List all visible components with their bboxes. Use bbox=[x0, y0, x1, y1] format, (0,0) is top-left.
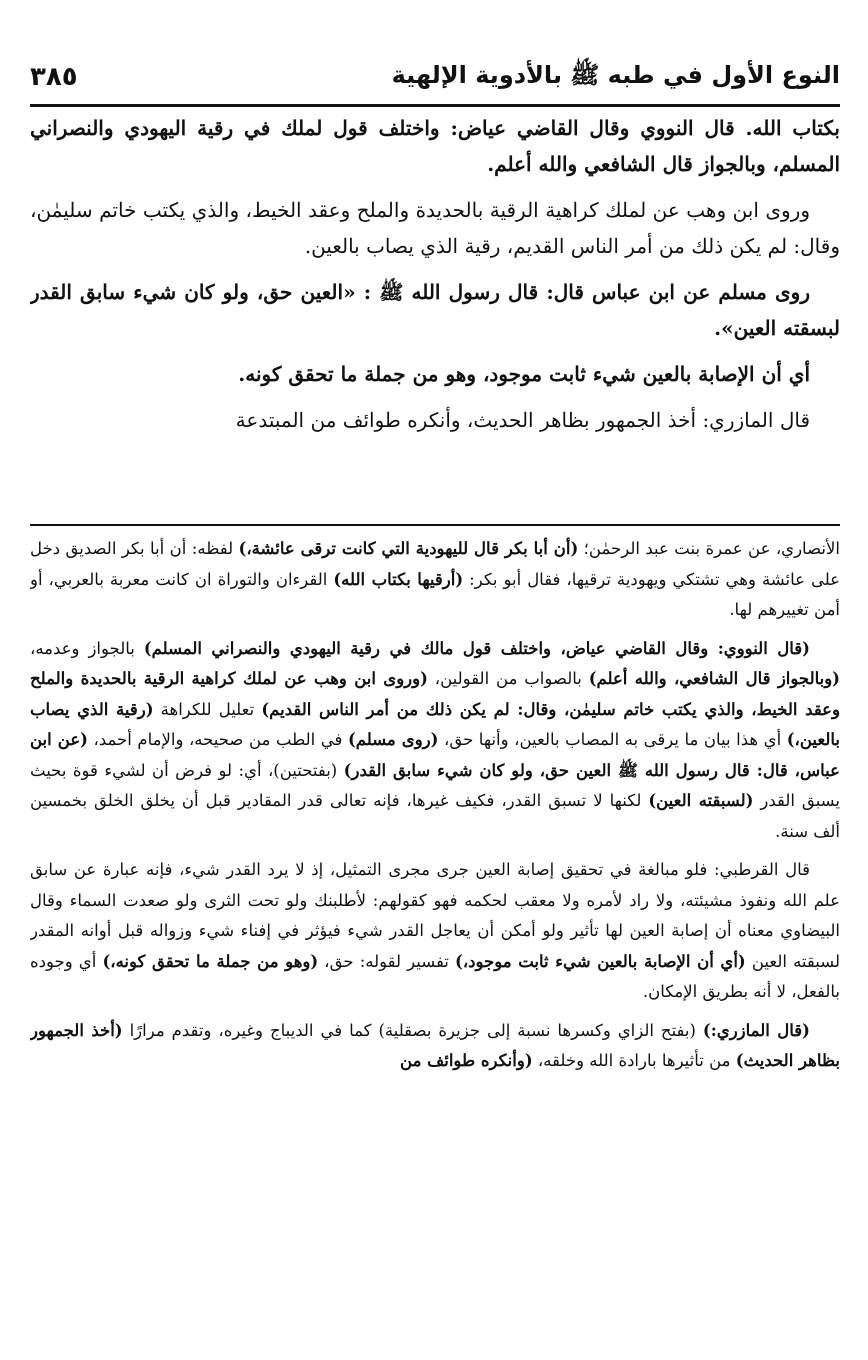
commentary-quote: (روى مسلم) bbox=[347, 730, 439, 749]
commentary-quote: (عن ابن عباس، قال: قال رسول الله ﷺ العين حق، ولو كان شيء سابق القدر) bbox=[30, 730, 840, 780]
commentary-text: أي وجوده بالفعل، لا أنه بطريق الإمكان. bbox=[30, 951, 840, 1001]
commentary-paragraph bbox=[30, 1016, 840, 1077]
main-text-line: بكتاب الله. قال النووي وقال القاضي عياض: واختلف قول لملك في رقية اليهودي والنصراني المسلم، وبالجواز قال الشافعي والله أعلم. bbox=[30, 116, 840, 176]
commentary-text: (بفتح الزاي وكسرها نسبة إلى جزيرة بصقلية) كما في الديباج وغيره، وتقدم مرارًا bbox=[122, 1020, 703, 1040]
main-text-line: روى مسلم عن ابن عباس قال: قال رسول الله ﷺ : «العين حق، ولو كان شيء سابق القدر لبسقته العين». bbox=[30, 280, 840, 340]
footnote-separator bbox=[30, 524, 840, 526]
commentary-text: من تأثيرها بارادة الله وخلقه، bbox=[532, 1051, 736, 1070]
commentary-text: تعليل للكراهة bbox=[153, 699, 262, 719]
commentary-paragraph bbox=[30, 634, 840, 848]
running-title: النوع الأول في طبه ﷺ بالأدوية الإلهية bbox=[391, 60, 840, 89]
main-text-line: وروى ابن وهب عن لملك كراهية الرقية بالحديدة والملح وعقد الخيط، والذي يكتب خاتم سليمٰن، وقال: لم يكن ذلك من أمر الناس القديم، رقية الذي يصاب بالعين. bbox=[30, 198, 840, 258]
commentary-quote: (وبالجواز قال الشافعي، والله أعلم) bbox=[588, 669, 840, 688]
main-paragraph bbox=[30, 192, 840, 264]
commentary-quote: (وروى ابن وهب عن لملك كراهية الرقية بالحديدة والملح وعقد الخيط، والذي يكتب خاتم سليمٰن، وقال: لم يكن ذلك من أمر الناس القديم) bbox=[30, 669, 840, 719]
commentary-text: القرءان والتوراة ان كانت معربة بالعربي، أو أمن تغييرهم لها. bbox=[30, 569, 840, 619]
main-paragraph bbox=[30, 356, 840, 392]
header-rule bbox=[30, 104, 840, 107]
commentary-quote: (أن أبا بكر قال لليهودية التي كانت ترقى عائشة،) bbox=[238, 539, 579, 558]
commentary-quote: (قال النووي: وقال القاضي عياض، واختلف قول مالك في رقية اليهودي والنصراني المسلم) bbox=[143, 638, 810, 658]
main-paragraph bbox=[30, 402, 840, 438]
commentary-quote: (قال المازري:) bbox=[702, 1020, 810, 1040]
main-paragraph bbox=[30, 110, 840, 182]
commentary-paragraph bbox=[30, 855, 840, 1008]
main-text-line: أي أن الإصابة بالعين شيء ثابت موجود، وهو من جملة ما تحقق كونه. bbox=[238, 362, 810, 386]
commentary-quote: (أرقيها بكتاب الله) bbox=[333, 569, 464, 589]
main-text-line: قال المازري: أخذ الجمهور بظاهر الحديث، وأنكره طوائف من المبتدعة bbox=[235, 408, 810, 432]
commentary-paragraph bbox=[30, 534, 840, 626]
main-text bbox=[30, 110, 840, 510]
commentary-text: الأنصاري، عن عمرة بنت عبد الرحمٰن؛ bbox=[578, 539, 840, 558]
commentary-text: في الطب من صحيحه، والإمام أحمد، bbox=[87, 730, 348, 749]
commentary-text: بالجواز وعدمه، bbox=[30, 638, 144, 658]
commentary-quote: (وأنكره طوائف من bbox=[400, 1051, 533, 1070]
page-number: ٣٨٥ bbox=[30, 62, 78, 92]
commentary-text: قال القرطبي: فلو مبالغة في تحقيق إصابة العين جرى مجرى التمثيل، إذ لا يرد القدر شيء، فإنه عبارة عن سابق علم الله ونفوذ مشيئته، ولا راد لأمره ولا معقب لحكمه فهو كقولهم: لأطلبنك ولو تحت الثرى ولو صعدت السماء وقال البيضاوي معناه أن إصابة العين لها تأثير ولو أمكن أن يعاجل القدر شيء فيؤثر في إفناء شيء وزواله قبل أوانه المقدر لسبقته العين bbox=[30, 860, 840, 971]
commentary-text: لكنها لا تسبق القدر، فكيف غيرها، فإنه تعالى قدر المقادير قبل أن يخلق الخلق بخمسين ألف سنة. bbox=[30, 791, 840, 841]
commentary-text: لفظه: أن أبا بكر الصديق دخل على عائشة وهي تشتكي ويهودية ترقيها، فقال أبو بكر: bbox=[30, 539, 840, 589]
commentary-quote: (أي أن الإصابة بالعين شيء ثابت موجود،) bbox=[455, 951, 746, 971]
commentary-quote: (لسبقته العين) bbox=[648, 791, 754, 810]
commentary-quote: (أخذ الجمهور بظاهر الحديث) bbox=[30, 1020, 840, 1070]
commentary-text: تفسير لقوله: حق، bbox=[318, 951, 456, 971]
commentary-quote: (رقية الذي يصاب بالعين،) bbox=[30, 699, 840, 749]
commentary-section bbox=[30, 534, 840, 1334]
commentary-quote: (وهو من جملة ما تحقق كونه،) bbox=[102, 951, 319, 971]
commentary-text: (بفتحتين)، أي: لو فرض أن لشيء قوة بحيث يسبق القدر bbox=[30, 760, 840, 810]
main-paragraph bbox=[30, 274, 840, 346]
commentary-text: بالصواب من القولين، bbox=[427, 669, 589, 688]
commentary-text: أي هذا بيان ما يرقى به المصاب بالعين، وأنها حق، bbox=[438, 730, 787, 749]
page-header bbox=[30, 52, 840, 102]
